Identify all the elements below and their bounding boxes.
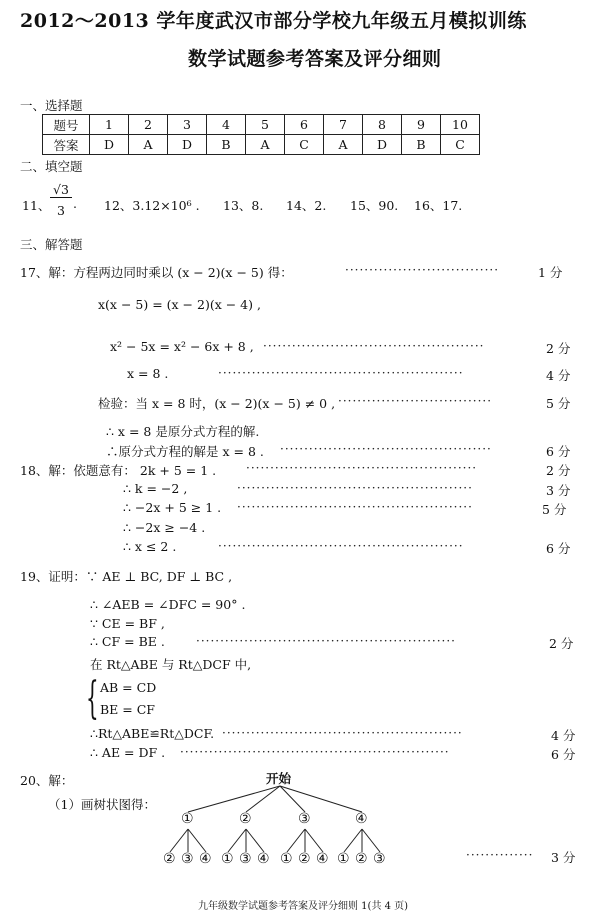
- score-leader: ············································: [280, 442, 492, 456]
- section-fill: 二、填空题: [20, 159, 83, 174]
- table-cell: 3: [168, 115, 207, 135]
- tree-node: ①: [337, 851, 350, 867]
- score-leader: ··············: [466, 848, 534, 862]
- table-cell: 4: [207, 115, 246, 135]
- q17-score-1: 1 分: [538, 265, 563, 280]
- q17-line-6: ∴原分式方程的解是 x = 8 .: [106, 444, 264, 459]
- q16-answer: 16、17.: [414, 198, 463, 213]
- tree-node: ③: [373, 851, 386, 867]
- q11-label: 11、: [22, 198, 51, 213]
- q11-numerator: √3: [50, 182, 72, 198]
- table-cell: 5: [246, 115, 285, 135]
- q17-line-5: ∴ x = 8 是原分式方程的解.: [106, 424, 260, 439]
- page-footer: 九年级数学试题参考答案及评分细则 1(共 4 页): [198, 901, 409, 912]
- q19-score-1: 2 分: [549, 636, 574, 651]
- section-choice: 一、选择题: [20, 98, 83, 113]
- document-title: 2012～2013 学年度武汉市部分学校九年级五月模拟训练: [20, 10, 527, 32]
- tree-node: ③: [298, 811, 311, 827]
- table-cell: A: [129, 135, 168, 155]
- q20-step-1: （1）画树状图得：: [48, 797, 156, 812]
- table-cell: D: [168, 135, 207, 155]
- q19-line-2: ∵ CE = BF ,: [90, 616, 165, 631]
- q18-score-1: 2 分: [546, 463, 571, 478]
- score-leader: ································: [338, 394, 493, 408]
- score-leader: ··············································: [263, 339, 485, 353]
- table-cell: D: [90, 135, 129, 155]
- table-header-cell: 题号: [43, 115, 90, 135]
- q18-line-2: ∴ −2x + 5 ≥ 1 .: [123, 500, 222, 515]
- score-leader: ························································: [180, 745, 450, 759]
- table-cell: 7: [324, 115, 363, 135]
- tree-node: ②: [355, 851, 368, 867]
- q11-tail: .: [73, 196, 77, 211]
- q17-line-2: x² − 5x = x² − 6x + 8 ,: [110, 339, 254, 354]
- q19-score-3: 6 分: [551, 747, 576, 762]
- tree-node: ④: [355, 811, 368, 827]
- q17-score-3: 4 分: [546, 368, 571, 383]
- document-subtitle: 数学试题参考答案及评分细则: [188, 48, 442, 70]
- q19-line-5: ∴Rt△ABE≌Rt△DCF.: [90, 726, 215, 741]
- q18-score-3: 5 分: [542, 502, 567, 517]
- q17-line-4: 检验：当 x = 8 时，(x − 2)(x − 5) ≠ 0 ,: [98, 396, 336, 411]
- q17-intro: 17、解：方程两边同时乘以 (x − 2)(x − 5) 得：: [20, 265, 293, 280]
- table-cell: C: [441, 135, 480, 155]
- tree-node: ①: [280, 851, 293, 867]
- q19-line-6: ∴ AE = DF .: [90, 745, 166, 760]
- q18-score-4: 6 分: [546, 541, 571, 556]
- table-cell: 8: [363, 115, 402, 135]
- q20-intro: 20、解：: [20, 773, 74, 788]
- q12-answer: 12、3.12×10⁶ .: [104, 198, 200, 213]
- q17-score-6: 6 分: [546, 444, 571, 459]
- score-leader: ·················································: [237, 481, 473, 495]
- q17-score-2: 2 分: [546, 341, 571, 356]
- score-leader: ···················································: [218, 366, 464, 380]
- table-cell: 9: [402, 115, 441, 135]
- q18-line-1: ∴ k = −2 ,: [123, 481, 188, 496]
- score-leader: ·················································: [237, 500, 473, 514]
- q13-answer: 13、8.: [223, 198, 264, 213]
- tree-node: ①: [221, 851, 234, 867]
- system-brace: {: [86, 673, 99, 724]
- tree-node: ①: [181, 811, 194, 827]
- tree-node: ②: [298, 851, 311, 867]
- q15-answer: 15、90.: [350, 198, 399, 213]
- table-cell: A: [324, 135, 363, 155]
- q19-system-1: AB = CD: [100, 680, 157, 695]
- table-cell: A: [246, 135, 285, 155]
- q18-line-3: ∴ −2x ≥ −4 .: [123, 520, 206, 535]
- tree-node: ③: [181, 851, 194, 867]
- score-leader: ···················································: [218, 539, 464, 553]
- section-solve: 三、解答题: [20, 237, 83, 252]
- q11-denominator: 3: [57, 203, 65, 218]
- table-cell: D: [363, 135, 402, 155]
- q17-line-3: x = 8 .: [127, 366, 169, 381]
- table-cell: B: [207, 135, 246, 155]
- q19-intro: 19、证明：∵ AE ⊥ BC, DF ⊥ BC ,: [20, 569, 233, 584]
- q14-answer: 14、2.: [286, 198, 327, 213]
- tree-node: ④: [316, 851, 329, 867]
- tree-node: ②: [163, 851, 176, 867]
- q17-score-4: 5 分: [546, 396, 571, 411]
- score-leader: ······················································: [196, 634, 456, 648]
- q18-line-4: ∴ x ≤ 2 .: [123, 539, 177, 554]
- q18-score-2: 3 分: [546, 483, 571, 498]
- tree-node: ③: [239, 851, 252, 867]
- table-cell: 6: [285, 115, 324, 135]
- q19-line-1: ∴ ∠AEB = ∠DFC = 90° .: [90, 597, 246, 612]
- q18-intro: 18、解：依题意有： 2k + 5 = 1 .: [20, 463, 217, 478]
- q19-score-2: 4 分: [551, 728, 576, 743]
- q17-line-1: x(x − 5) = (x − 2)(x − 4) ,: [98, 297, 261, 312]
- score-leader: ················································: [246, 461, 478, 475]
- table-cell: B: [402, 135, 441, 155]
- q20-score-1: 3 分: [551, 850, 576, 865]
- q19-line-4: 在 Rt△ABE 与 Rt△DCF 中,: [90, 657, 252, 672]
- score-leader: ································: [345, 263, 500, 277]
- table-header-cell: 答案: [43, 135, 90, 155]
- tree-node: ②: [239, 811, 252, 827]
- tree-root: 开始: [266, 771, 292, 786]
- table-cell: C: [285, 135, 324, 155]
- score-leader: ··················································: [222, 726, 463, 740]
- table-cell: 2: [129, 115, 168, 135]
- q19-system-2: BE = CF: [100, 702, 155, 717]
- table-cell: 1: [90, 115, 129, 135]
- tree-node: ④: [257, 851, 270, 867]
- tree-node: ④: [199, 851, 212, 867]
- table-cell: 10: [441, 115, 480, 135]
- q19-line-3: ∴ CF = BE .: [90, 634, 165, 649]
